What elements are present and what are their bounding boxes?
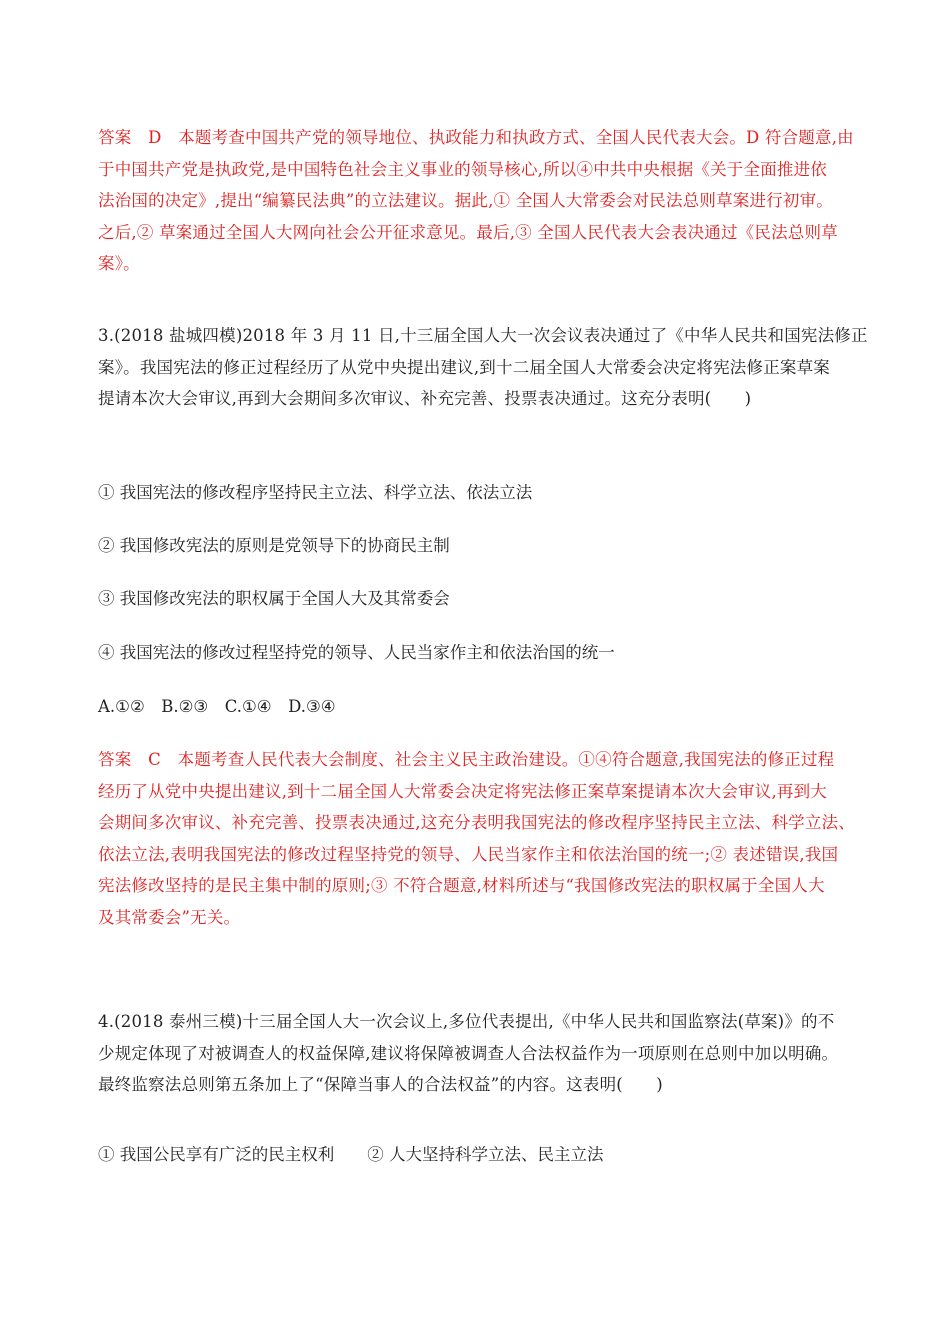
question-3-stem-line: 提请本次大会审议,再到大会期间多次审议、补充完善、投票表决通过。这充分表明( ) bbox=[98, 389, 752, 408]
answer-q3 bbox=[98, 744, 858, 933]
question-4-statements: ① 我国公民享有广泛的民主权利 ② 人大坚持科学立法、民主立法 bbox=[98, 1145, 604, 1164]
answer-q3-line: 会期间多次审议、补充完善、投票表决通过,这充分表明我国宪法的修改程序坚持民主立法、科学立法、 bbox=[98, 813, 855, 832]
answer-q2-line: 答案 D 本题考查中国共产党的领导地位、执政能力和执政方式、全国人民代表大会。D 符合题意,由 bbox=[98, 128, 854, 147]
answer-q2-line: 法治国的决定》,提出“编纂民法典”的立法建议。据此,① 全国人大常委会对民法总则草案进行初审。 bbox=[98, 191, 834, 210]
answer-q2 bbox=[98, 122, 858, 280]
question-3-stem-line: 案》。我国宪法的修正过程经历了从党中央提出建议,到十二届全国人大常委会决定将宪法修正案草案 bbox=[98, 357, 830, 377]
answer-q2-line: 于中国共产党是执政党,是中国特色社会主义事业的领导核心,所以④中共中央根据《关于全面推进依 bbox=[98, 159, 827, 179]
answer-q3-line: 依法立法,表明我国宪法的修改过程坚持党的领导、人民当家作主和依法治国的统一;② 表述错误,我国 bbox=[98, 844, 839, 864]
question-3-statement-4: ④ 我国宪法的修改过程坚持党的领导、人民当家作主和依法治国的统一 bbox=[98, 643, 615, 662]
question-3-options: A.①② B.②③ C.①④ D.③④ bbox=[98, 697, 336, 716]
answer-q2-line: 之后,② 草案通过全国人大网向社会公开征求意见。最后,③ 全国人民代表大会表决通过《民法总则草 bbox=[98, 222, 838, 242]
answer-q3-line: 经历了从党中央提出建议,到十二届全国人大常委会决定将宪法修正案草案提请本次大会审议,再到大 bbox=[98, 781, 827, 801]
question-3-statement-2: ② 我国修改宪法的原则是党领导下的协商民主制 bbox=[98, 536, 450, 555]
answer-q2-line: 案》。 bbox=[98, 254, 140, 273]
question-4-stem-line: 少规定体现了对被调查人的权益保障,建议将保障被调查人合法权益作为一项原则在总则中加以明确。 bbox=[98, 1043, 839, 1063]
question-3-statement-1: ① 我国宪法的修改程序坚持民主立法、科学立法、依法立法 bbox=[98, 483, 533, 502]
question-3-stem bbox=[98, 320, 868, 415]
answer-q3-line: 宪法修改坚持的是民主集中制的原则;③ 不符合题意,材料所述与“我国修改宪法的职权属于全国人大 bbox=[98, 876, 825, 895]
answer-q3-line: 答案 C 本题考查人民代表大会制度、社会主义民主政治建设。①④符合题意,我国宪法的修正过程 bbox=[98, 750, 835, 769]
question-4-stem-line: 最终监察法总则第五条加上了“保障当事人的合法权益”的内容。这表明( ) bbox=[98, 1075, 663, 1094]
question-4-stem bbox=[98, 1006, 858, 1101]
answer-q3-line: 及其常委会”无关。 bbox=[98, 907, 241, 927]
question-3-stem-line: 3.(2018 盐城四模)2018 年 3 月 11 日,十三届全国人大一次会议表决通过了《中华人民共和国宪法修正 bbox=[98, 326, 868, 345]
question-3-statement-3: ③ 我国修改宪法的职权属于全国人大及其常委会 bbox=[98, 589, 450, 608]
question-4-stem-line: 4.(2018 泰州三模)十三届全国人大一次会议上,多位代表提出,《中华人民共和国监察法(草案)》的不 bbox=[98, 1012, 835, 1031]
